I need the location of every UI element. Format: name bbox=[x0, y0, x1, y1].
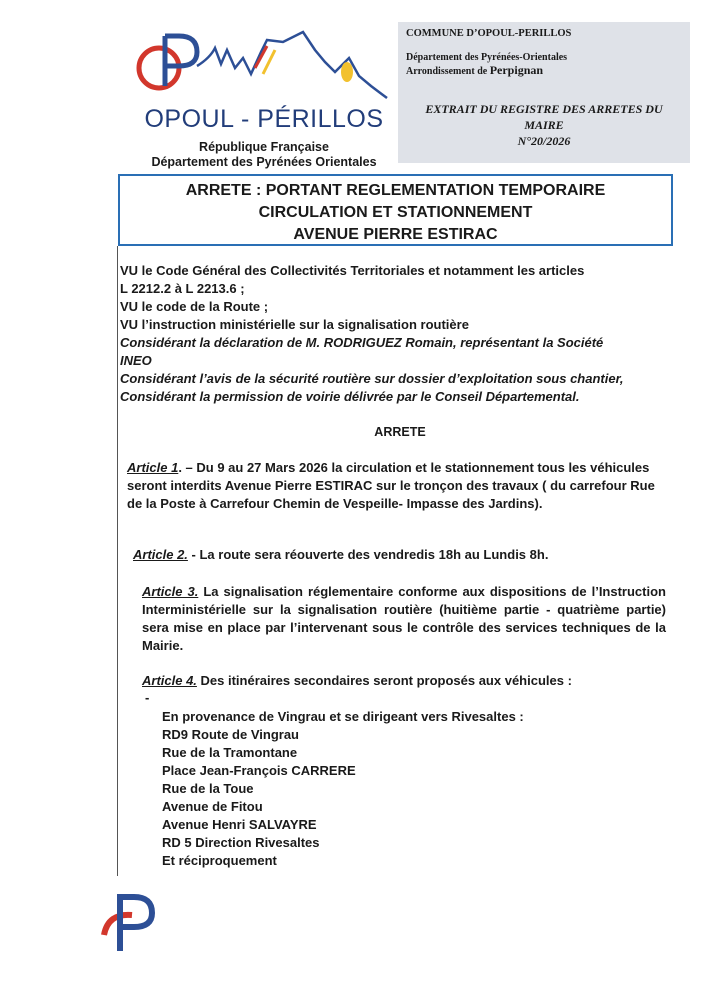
detour-route: RD 5 Direction Rivesaltes bbox=[162, 835, 320, 850]
considerations bbox=[120, 262, 680, 406]
detour-route: RD9 Route de Vingrau bbox=[162, 727, 300, 742]
list-dash: - bbox=[145, 690, 150, 705]
detour-route: Et réciproquement bbox=[162, 853, 277, 868]
article-3-text: La signalisation réglementaire conforme aux dispositions de l’Instruction Interministérielle sur la signalisation routière (huitième partie - quatrième partie) sera mise en place par l’intervenant sous le contrôle des services techniques de la Mairie. bbox=[142, 584, 666, 653]
consideration-line: VU le Code Général des Collectivités Territoriales et notamment les articles bbox=[120, 263, 585, 278]
title-line-3: AVENUE PIERRE ESTIRAC bbox=[293, 226, 498, 243]
article-2-label: Article 2. bbox=[133, 547, 188, 562]
margin-line bbox=[117, 246, 118, 876]
title-line-1: ARRETE : PORTANT REGLEMENTATION TEMPORAIRE bbox=[185, 182, 606, 199]
register-extract bbox=[416, 101, 672, 149]
detour-list bbox=[162, 708, 562, 870]
article-2 bbox=[133, 546, 673, 564]
article-4-label: Article 4. bbox=[142, 673, 197, 688]
consideration-line: Considérant la permission de voirie délivrée par le Conseil Départemental. bbox=[120, 389, 580, 404]
consideration-line: L 2212.2 à L 2213.6 ; bbox=[120, 281, 245, 296]
detour-route: Place Jean-François CARRERE bbox=[162, 763, 356, 778]
article-4-text: Des itinéraires secondaires seront proposés aux véhicules : bbox=[196, 673, 572, 688]
detour-route: Rue de la Tramontane bbox=[162, 745, 298, 760]
detour-intro: En provenance de Vingrau et se dirigeant vers Rivesaltes : bbox=[162, 709, 524, 724]
article-3-label: Article 3. bbox=[142, 584, 199, 599]
arrondissement-label: Arrondissement de bbox=[406, 66, 488, 77]
town-logo bbox=[135, 28, 395, 110]
footer-logo bbox=[98, 893, 160, 955]
town-name: OPOUL - PÉRILLOS bbox=[144, 105, 384, 133]
title-line-2: CIRCULATION ET STATIONNEMENT bbox=[258, 204, 533, 221]
register-box bbox=[398, 22, 690, 163]
extract-title: EXTRAIT DU REGISTRE DES ARRETES DU MAIRE bbox=[425, 102, 663, 132]
arrondissement-line bbox=[406, 64, 567, 78]
decree-title-box bbox=[118, 174, 673, 246]
consideration-line: Considérant l’avis de la sécurité routière sur dossier d’exploitation sous chantier, bbox=[120, 371, 624, 386]
department-block bbox=[406, 51, 567, 78]
article-3 bbox=[142, 583, 666, 655]
consideration-line: INEO bbox=[120, 353, 152, 368]
detour-route: Avenue Henri SALVAYRE bbox=[162, 817, 317, 832]
article-4 bbox=[142, 672, 666, 690]
article-2-text: - La route sera réouverte des vendredis 18h au Lundis 8h. bbox=[187, 547, 549, 562]
register-department: Département des Pyrénées-Orientales bbox=[406, 52, 568, 63]
consideration-line: VU l’instruction ministérielle sur la signalisation routière bbox=[120, 317, 469, 332]
article-1-label: Article 1 bbox=[127, 460, 179, 475]
detour-route: Avenue de Fitou bbox=[162, 799, 263, 814]
decree-number: N°20/2026 bbox=[517, 134, 571, 148]
arrete-heading: ARRETE bbox=[374, 425, 426, 439]
commune-label: COMMUNE D’OPOUL-PERILLOS bbox=[406, 28, 572, 39]
republic-header bbox=[135, 140, 393, 170]
article-1 bbox=[127, 459, 667, 513]
article-1-text: . – Du 9 au 27 Mars 2026 la circulation et le stationnement tous les véhicules seront interdits Avenue Pierre ESTIRAC sur le tronçon des travaux ( du carrefour Rue de la Poste à Carrefour Chemin de Vespeille- Impasse des Jardins). bbox=[127, 460, 655, 511]
department-label: Département des Pyrénées Orientales bbox=[151, 155, 377, 169]
consideration-line: VU le code de la Route ; bbox=[120, 299, 269, 314]
arrondissement-city: Perpignan bbox=[489, 63, 544, 77]
consideration-line: Considérant la déclaration de M. RODRIGUEZ Romain, représentant la Société bbox=[120, 335, 604, 350]
detour-route: Rue de la Toue bbox=[162, 781, 254, 796]
republic-label: République Française bbox=[199, 140, 329, 154]
